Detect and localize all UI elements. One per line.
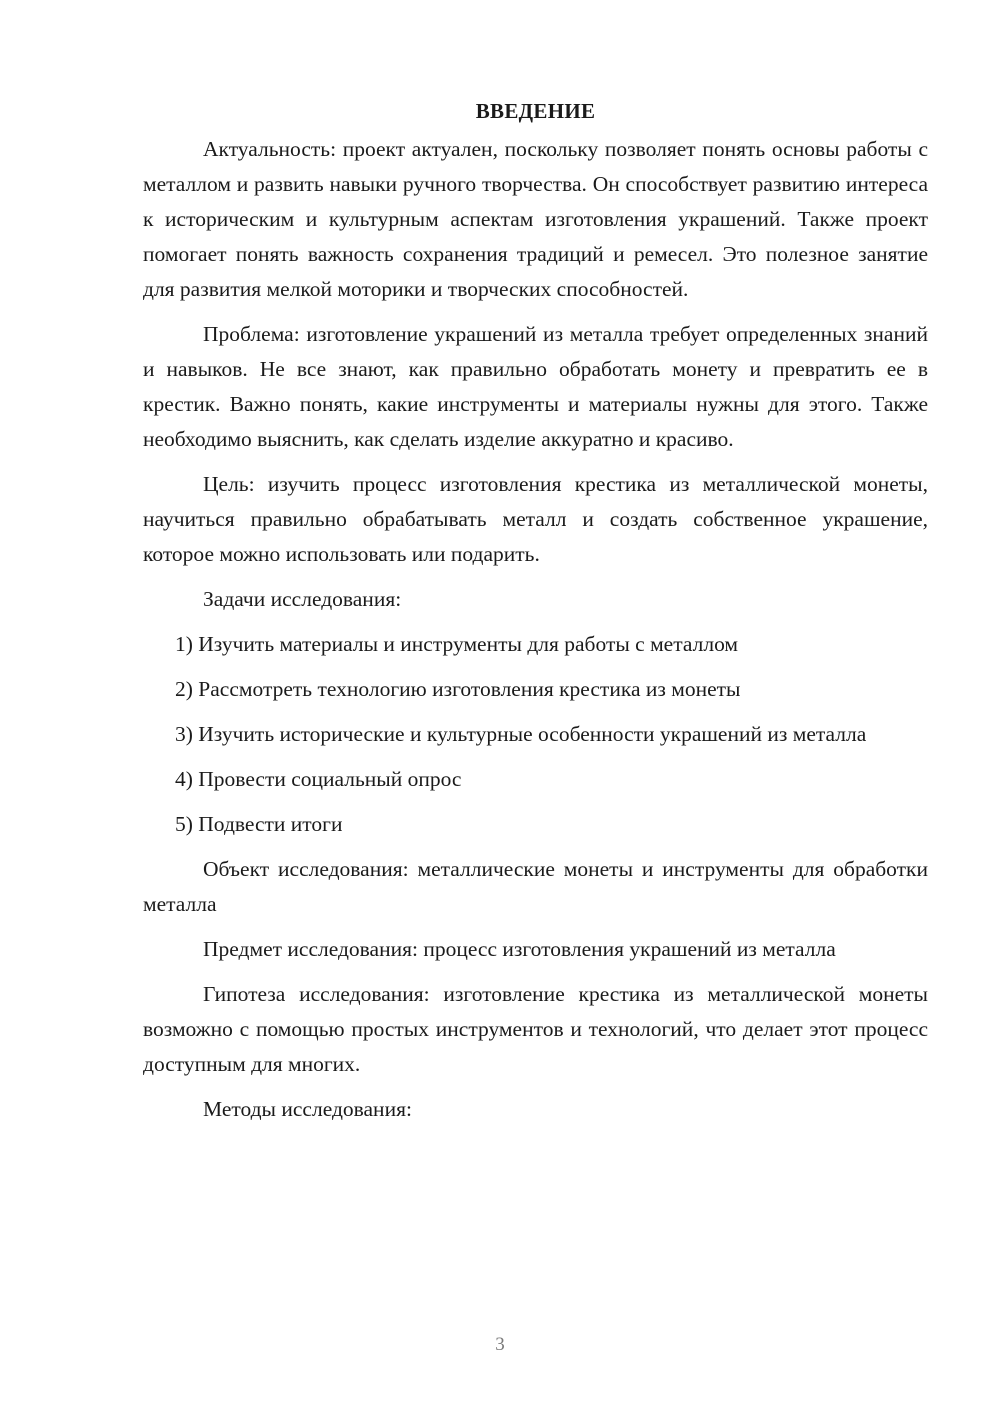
page-number: 3 (495, 1334, 505, 1355)
task-item: 1) Изучить материалы и инструменты для работы с металлом (175, 632, 739, 656)
page-content (143, 96, 928, 1137)
task-item: 5) Подвести итоги (175, 812, 343, 836)
task-item: 4) Провести социальный опрос (175, 767, 462, 791)
tasks-heading: Задачи исследования: (203, 587, 402, 611)
paragraph-goal: Цель: изучить процесс изготовления крестика из металлической монеты, научиться правильно обрабатывать металл и создать собственное украшение, которое можно использовать или подарить. (143, 472, 928, 566)
paragraph-relevance: Актуальность: проект актуален, поскольку позволяет понять основы работы с металлом и развить навыки ручного творчества. Он способствует развитию интереса к историческим и культурным аспектам изготовления украшений. Также проект помогает понять важность сохранения традиций и ремесел. Это полезное занятие для развития мелкой моторики и творческих способностей. (143, 137, 928, 301)
paragraph-hypothesis: Гипотеза исследования: изготовление крестика из металлической монеты возможно с помощью простых инструментов и технологий, что делает этот процесс доступным для многих. (143, 982, 928, 1076)
paragraph-subject: Предмет исследования: процесс изготовления украшений из металла (203, 937, 836, 961)
paragraph-problem: Проблема: изготовление украшений из металла требует определенных знаний и навыков. Не все знают, как правильно обработать монету и превратить ее в крестик. Важно понять, какие инструменты и материалы нужны для этого. Также необходимо выяснить, как сделать изделие аккуратно и красиво. (143, 322, 928, 451)
paragraph-object: Объект исследования: металлические монеты и инструменты для обработки металла (143, 857, 928, 916)
task-item: 2) Рассмотреть технологию изготовления крестика из монеты (175, 677, 741, 701)
section-title: ВВЕДЕНИЕ (475, 99, 596, 123)
task-item: 3) Изучить исторические и культурные особенности украшений из металла (175, 722, 867, 746)
paragraph-methods: Методы исследования: (203, 1097, 412, 1121)
